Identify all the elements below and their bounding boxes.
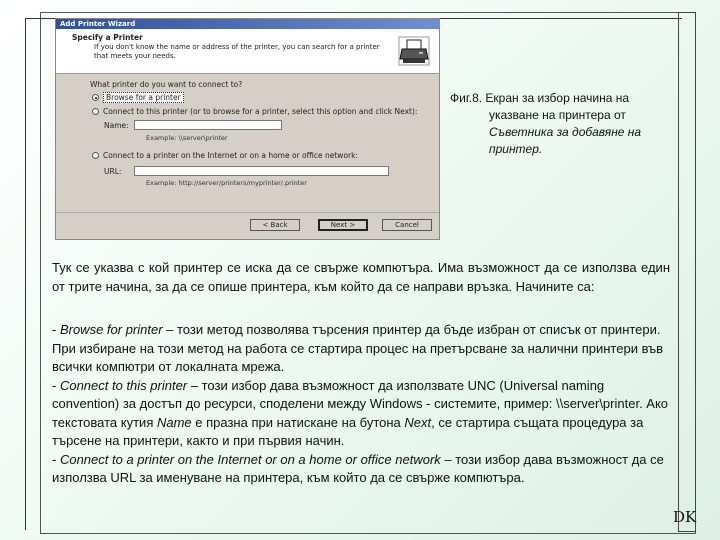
text-connect-c: , се стартира същата процедура за търсене на принтери, както и при първия начин.: [52, 414, 644, 448]
decorative-side-bar: [678, 12, 696, 532]
option-internet-label: Connect to a printer on the Internet or on a home or office network:: [103, 151, 358, 160]
option-internet[interactable]: [92, 151, 358, 160]
dk-logo: DK: [673, 508, 697, 526]
printer-icon: [397, 35, 431, 67]
dialog-footer: [56, 212, 439, 239]
dash-1: -: [52, 322, 60, 337]
intro-paragraph: Тук се указва с кой принтер се иска да се свърже компютъра. Има възможност да се използва един от трите начина, за да се опише принтера, към който да се направи връзка. Начините са:: [52, 260, 670, 294]
term-internet: Connect to a printer on the Internet or on a home or office network: [59, 451, 441, 467]
term-next: Next: [404, 414, 432, 430]
name-input[interactable]: [134, 120, 282, 130]
term-browse: Browse for printer: [59, 322, 163, 337]
dialog-body: [56, 74, 439, 224]
caption-line-1: Фиг.8. Екран за избор начина на: [450, 91, 630, 105]
dialog-description: If you don't know the name or address of the printer, you can search for a printer that meets your needs.: [94, 43, 380, 60]
dash-3: -: [52, 451, 60, 467]
url-label: URL:: [104, 167, 122, 176]
radio-browse[interactable]: [92, 94, 99, 101]
dialog-title: Add Printer Wizard: [56, 19, 439, 29]
text-connect-b: е празна при натискане на бутона: [191, 414, 405, 430]
add-printer-wizard-screenshot: [55, 18, 440, 240]
radio-internet[interactable]: [92, 152, 99, 159]
term-connect-this: Connect to this printer: [59, 377, 188, 393]
dialog-heading: Specify a Printer: [72, 33, 143, 42]
frame-line-left: [25, 18, 26, 530]
cancel-button[interactable]: Cancel: [382, 219, 432, 231]
url-example: Example: http://server/printers/myprinter/.printer: [146, 179, 307, 187]
caption-line-2: указване на принтера от: [489, 108, 626, 122]
figure-caption: [450, 90, 680, 158]
back-button[interactable]: < Back: [250, 219, 300, 231]
option-connect-this-label: Connect to this printer (or to browse for a printer, select this option and click Next):: [103, 107, 418, 116]
option-browse-label: Browse for a printer: [103, 92, 184, 103]
url-input[interactable]: [134, 166, 389, 176]
option-connect-this[interactable]: [92, 107, 417, 116]
radio-connect-this[interactable]: [92, 108, 99, 115]
dash-2: -: [52, 377, 60, 393]
methods-paragraph: [52, 321, 672, 488]
text-connect-a: – този избор дава възможност да използвате UNC (Universal naming convention) за достъп до ресурси, споделени между Windows - системите, пример: \\server\printer. Ако текстовата кутия: [52, 377, 669, 430]
question-text: What printer do you want to connect to?: [90, 80, 243, 89]
name-label: Name:: [104, 121, 129, 130]
dialog-header: [56, 29, 439, 74]
name-example: Example: \\server\printer: [146, 134, 228, 142]
text-internet: – този избор дава възможност да се използва URL за именуване на принтера, към който да се свърже компютъра.: [52, 451, 664, 485]
text-browse: – този метод позволява търсения принтер да бъде избран от списък от принтери. При избиране на този метод на работа се стартира процес на претърсване за налични принтери във всички компютри от локалната мрежа.: [52, 322, 664, 374]
caption-line-3: Съветника за добавяне на принтер.: [489, 125, 642, 156]
term-name: Name: [156, 414, 192, 430]
next-button[interactable]: Next >: [318, 219, 368, 231]
option-browse[interactable]: [92, 92, 184, 103]
